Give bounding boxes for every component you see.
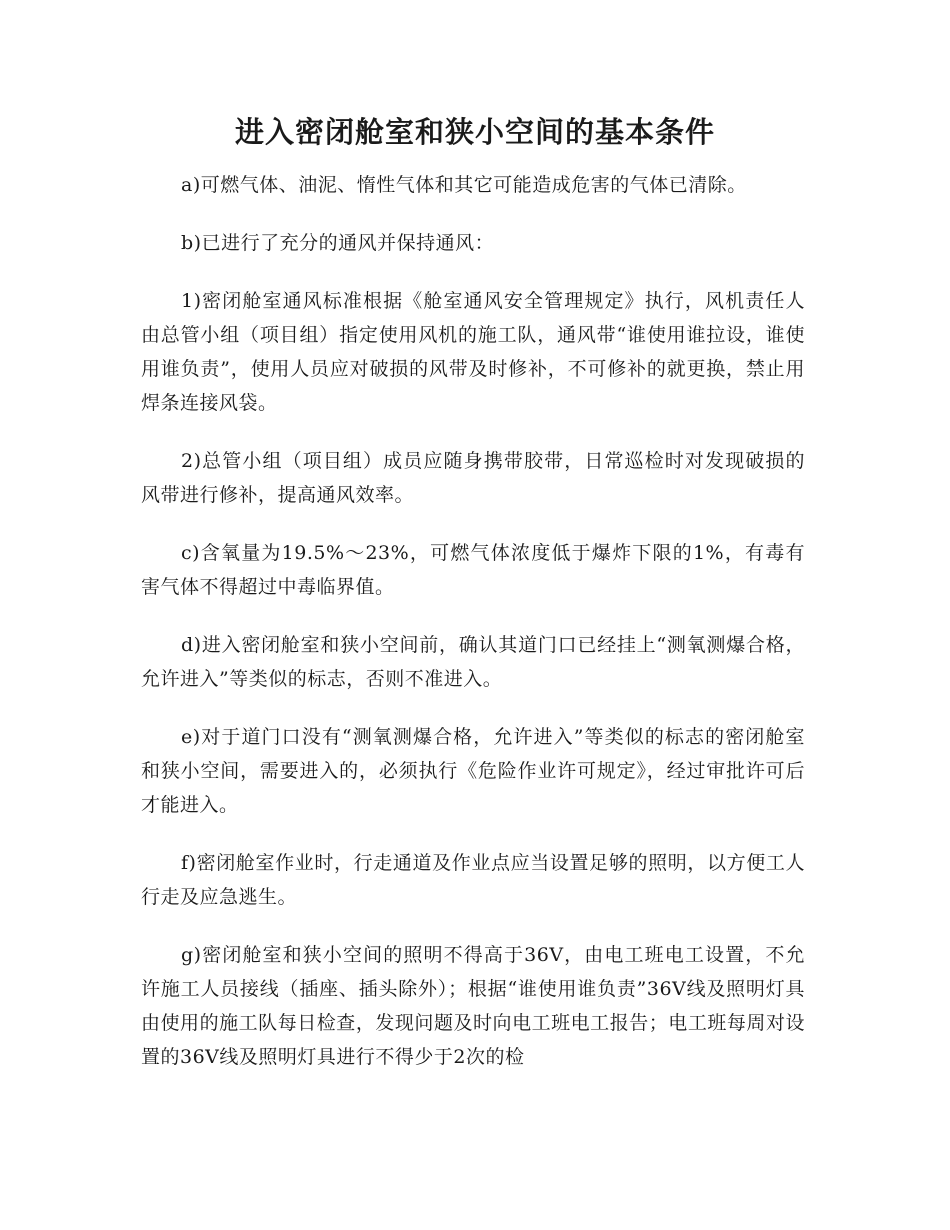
paragraph-e: e)对于道门口没有“测氧测爆合格，允许进入”等类似的标志的密闭舱室和狭小空间，需要进入的，必须执行《危险作业许可规定》，经过审批许可后才能进入。: [141, 726, 805, 816]
paragraph-b2: 2)总管小组（项目组）成员应随身携带胶带，日常巡检时对发现破损的风带进行修补，提高通风效率。: [141, 450, 805, 506]
paragraph-c: c)含氧量为19.5%～23%，可燃气体浓度低于爆炸下限的1%，有毒有害气体不得超过中毒临界值。: [141, 542, 805, 598]
document-body: [141, 168, 805, 1094]
paragraph-b: b)已进行了充分的通风并保持通风：: [181, 232, 495, 254]
paragraph-a: a)可燃气体、油泥、惰性气体和其它可能造成危害的气体已清除。: [181, 174, 747, 196]
document-title: 进入密闭舱室和狭小空间的基本条件: [234, 115, 715, 149]
paragraph-b1: 1)密闭舱室通风标准根据《舱室通风安全管理规定》执行，风机责任人由总管小组（项目组）指定使用风机的施工队，通风带“谁使用谁拉设，谁使用谁负责”，使用人员应对破损的风带及时修补，不可修补的就更换，禁止用焊条连接风袋。: [141, 290, 805, 414]
paragraph-d: d)进入密闭舱室和狭小空间前，确认其道门口已经挂上“测氧测爆合格，允许进入”等类似的标志，否则不准进入。: [141, 634, 805, 690]
paragraph-g: g)密闭舱室和狭小空间的照明不得高于36V，由电工班电工设置，不允许施工人员接线（插座、插头除外）；根据“谁使用谁负责”36V线及照明灯具由使用的施工队每日检查，发现问题及时向电工班电工报告；电工班每周对设置的36V线及照明灯具进行不得少于2次的检: [141, 944, 805, 1068]
paragraph-f: f)密闭舱室作业时，行走通道及作业点应当设置足够的照明，以方便工人行走及应急逃生。: [141, 852, 805, 908]
